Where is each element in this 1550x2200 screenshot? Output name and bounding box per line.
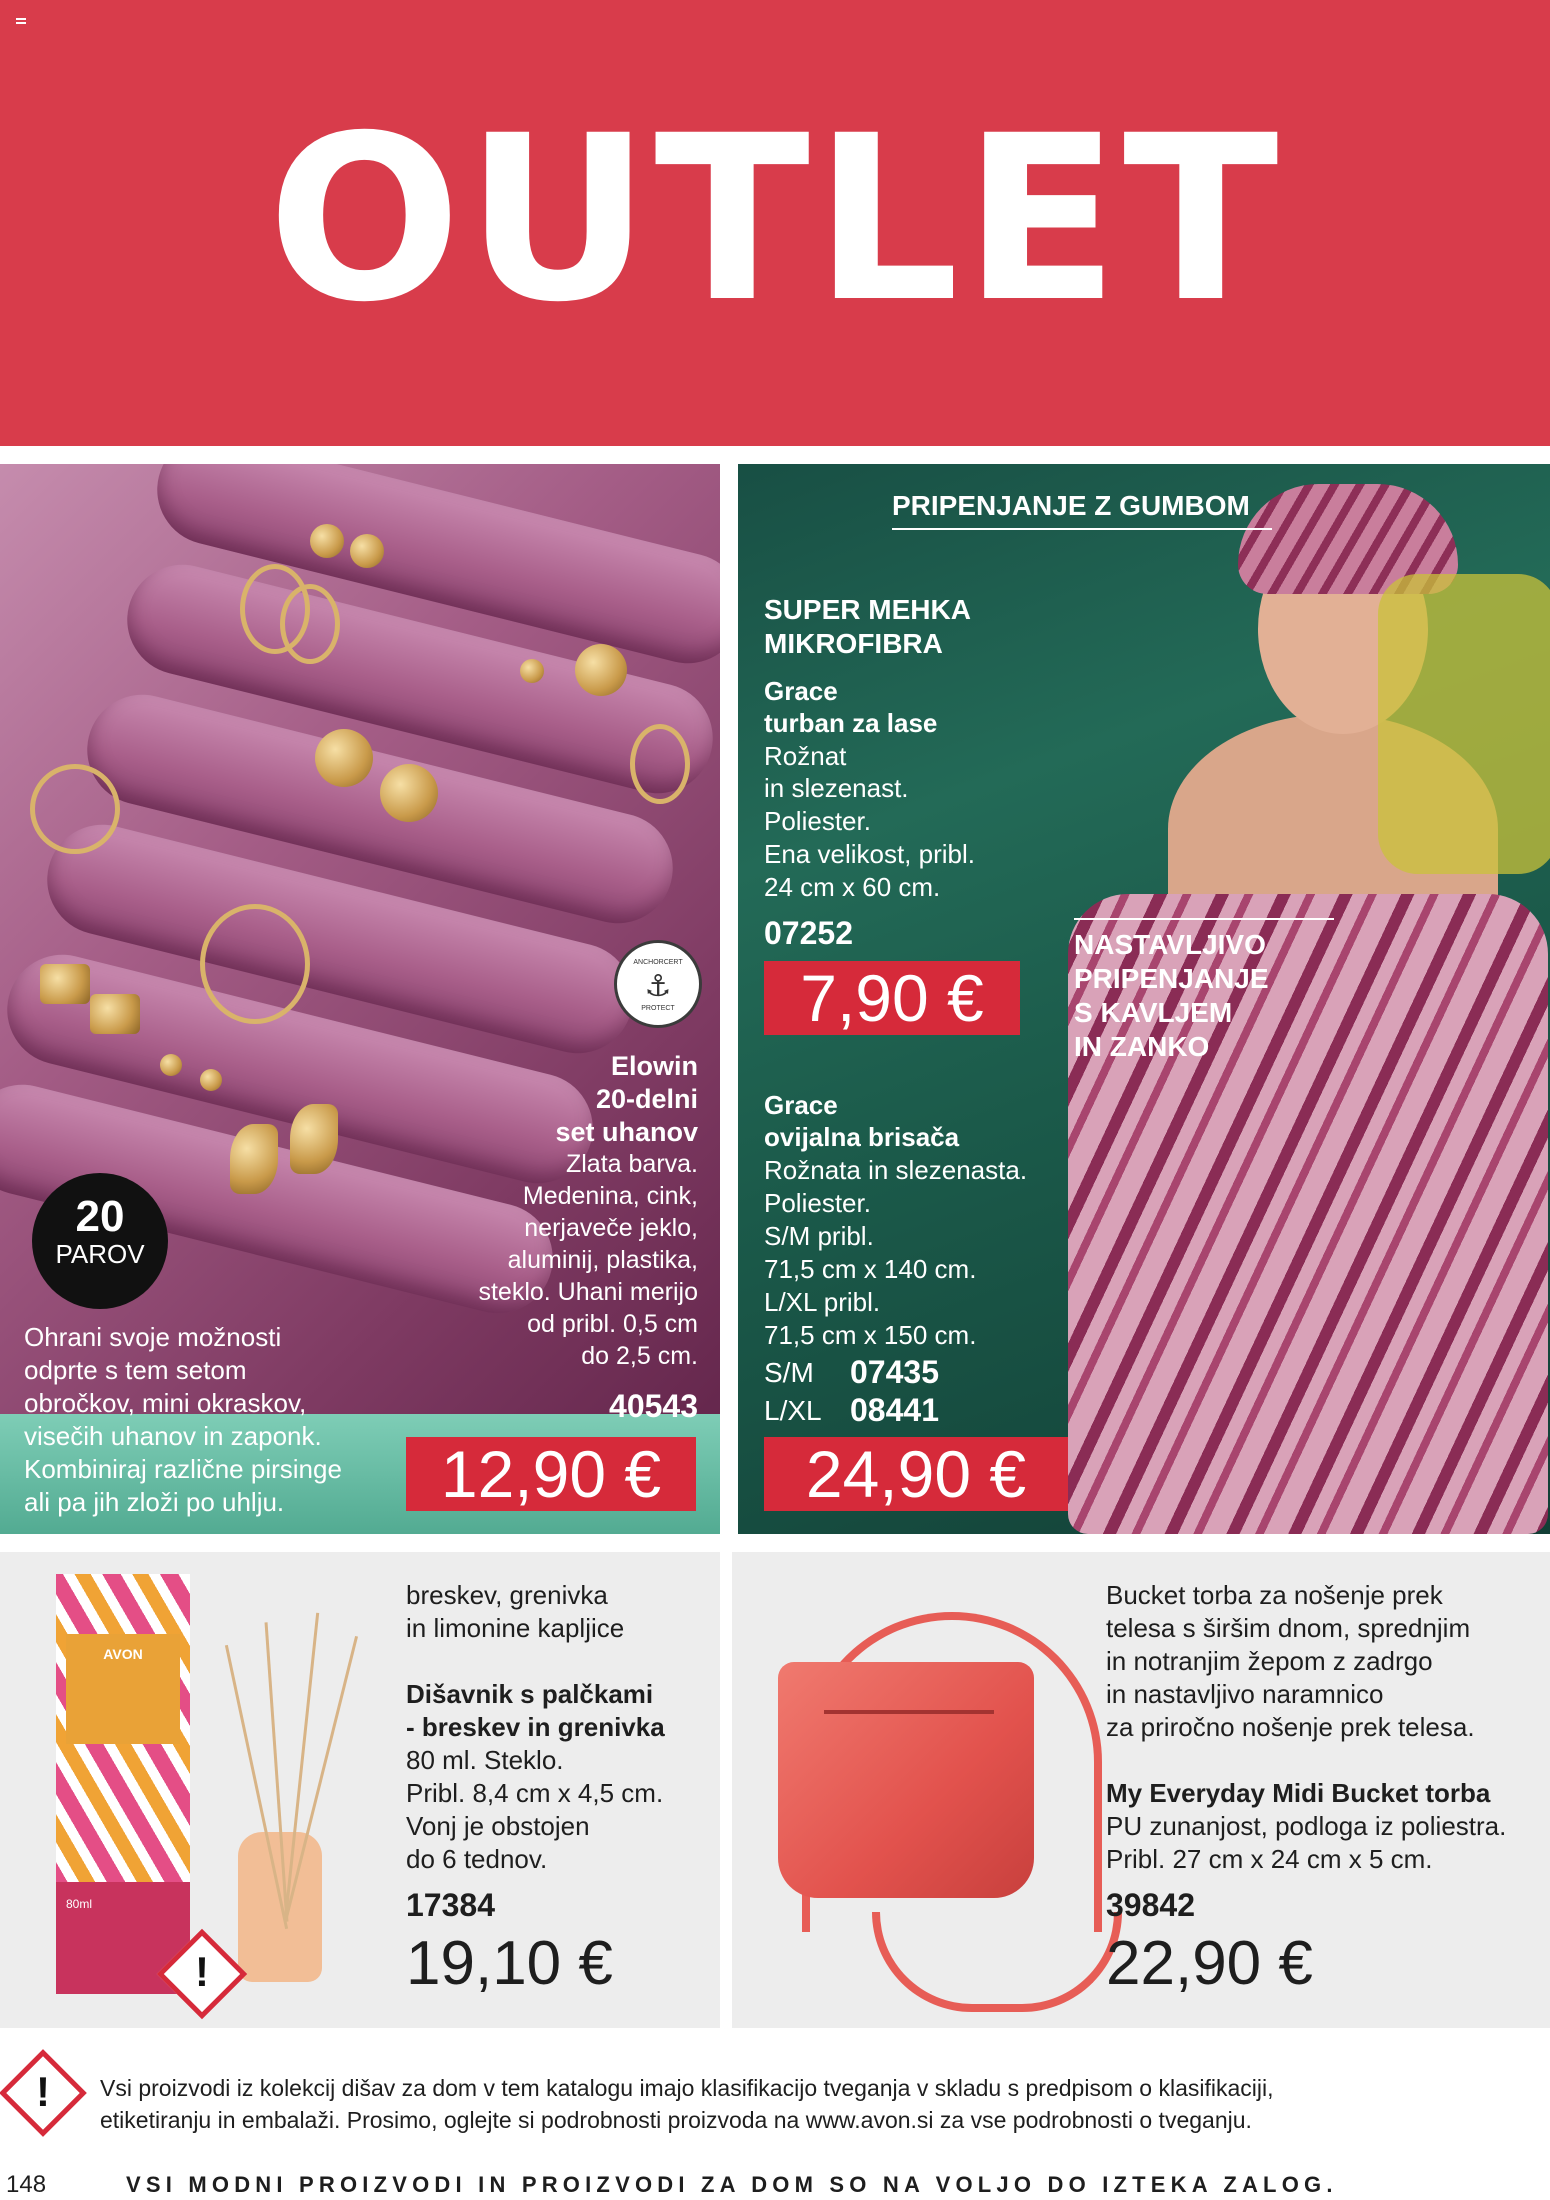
badge-text: PAROV: [55, 1239, 145, 1269]
bag-intro-0: Bucket torba za nošenje prek: [1106, 1580, 1443, 1610]
earrings-desc-4: steklo. Uhani merijo: [478, 1278, 698, 1306]
bag-price: 22,90 €: [1106, 1929, 1313, 1998]
earrings-desc-6: do 2,5 cm.: [581, 1342, 698, 1370]
bag-desc-1: Pribl. 27 cm x 24 cm x 5 cm.: [1106, 1844, 1433, 1874]
turban-price: 7,90 €: [764, 961, 1020, 1035]
earrings-desc-1: Medenina, cink,: [522, 1182, 698, 1210]
turban-name-2: turban za lase: [764, 708, 938, 738]
hazard-mark: !: [195, 1948, 209, 1995]
wrap-desc-1: Poliester.: [764, 1188, 871, 1218]
wrap-desc-5: 71,5 cm x 150 cm.: [764, 1320, 977, 1350]
mirror: [1378, 574, 1550, 874]
turban-desc-4: 24 cm x 60 cm.: [764, 872, 941, 902]
earrings-desc-5: od pribl. 0,5 cm: [527, 1310, 698, 1338]
wrap-name-1: Grace: [764, 1090, 838, 1120]
earrings-price: 12,90 €: [406, 1437, 696, 1511]
hoop-earring: [280, 584, 340, 664]
size-lxl-label: L/XL: [764, 1395, 822, 1426]
bag-intro-1: telesa s širšim dnom, sprednjim: [1106, 1613, 1471, 1643]
badge-number: 20: [75, 1192, 125, 1241]
diffuser-desc-2: Vonj je obstojen: [406, 1811, 590, 1841]
wrap-name-2: ovijalna brisača: [764, 1122, 960, 1152]
diffuser-name-2: - breskev in grenivka: [406, 1712, 665, 1742]
turban-desc-0: Rožnat: [764, 741, 847, 771]
bag-code: 39842: [1106, 1887, 1195, 1923]
availability-note: VSI MODNI PROIZVODI IN PROIZVODI ZA DOM SO NA VOLJO DO IZTEKA ZALOG.: [126, 2172, 1338, 2197]
earrings-desc-0: Zlata barva.: [565, 1150, 698, 1178]
stud-earring: [310, 524, 344, 558]
anchor-icon: ⚓: [644, 970, 672, 1003]
stud-earring: [200, 1069, 222, 1091]
stud-earring: [575, 644, 627, 696]
feature-underline: [892, 528, 1272, 530]
hoop-earring: [630, 724, 690, 804]
adjust-feature-1: PRIPENJANJE: [1074, 963, 1269, 994]
bag-intro-3: in nastavljivo naramnico: [1106, 1679, 1384, 1709]
earrings-desc-3: aluminij, plastika,: [507, 1246, 698, 1274]
anchorcert-badge: [614, 940, 702, 1028]
stud-earring: [520, 659, 544, 683]
anchor-badge-bottom-text: PROTECT: [641, 1005, 675, 1012]
earrings-promo-5: ali pa jih zloži po uhlju.: [24, 1487, 285, 1517]
triangle-earring: [40, 964, 90, 1004]
feature-button-closure: PRIPENJANJE Z GUMBOM: [892, 490, 1250, 521]
diffuser-intro-1: in limonine kapljice: [406, 1613, 625, 1643]
stud-earring: [315, 729, 373, 787]
warning-line-2: etiketiranju in embalaži. Prosimo, oglejte si podrobnosti proizvoda na www.avon.si za vse podrobnosti o tveganju.: [100, 2107, 1252, 2133]
wrap-desc-2: S/M pribl.: [764, 1221, 874, 1251]
diffuser-code: 17384: [406, 1887, 495, 1923]
diffuser-desc-3: do 6 tednov.: [406, 1844, 548, 1874]
wrap-desc-0: Rožnata in slezenasta.: [764, 1155, 1028, 1185]
size-sm-label: S/M: [764, 1357, 814, 1388]
diffuser-name-1: Dišavnik s palčkami: [406, 1679, 654, 1709]
hoop-earring: [30, 764, 120, 854]
feature-headline-1: SUPER MEHKA: [764, 594, 971, 625]
turban-desc-2: Poliester.: [764, 806, 871, 836]
bag-name: My Everyday Midi Bucket torba: [1106, 1778, 1491, 1808]
earrings-promo-1: odprte s tem setom: [24, 1355, 247, 1385]
triangle-earring: [90, 994, 140, 1034]
bag-desc-0: PU zunanjost, podloga iz poliestra.: [1106, 1811, 1507, 1841]
earrings-code: 40543: [609, 1388, 698, 1424]
turban-name-1: Grace: [764, 676, 838, 706]
turban-code: 07252: [764, 915, 853, 951]
diffuser-price: 19,10 €: [406, 1929, 613, 1998]
stud-earring: [350, 534, 384, 568]
bag-intro-4: za priročno nošenje prek telesa.: [1106, 1712, 1475, 1742]
footer-hazard-mark: !: [36, 2068, 50, 2115]
earrings-promo-4: Kombiniraj različne pirsinge: [24, 1454, 342, 1484]
hoop-earring: [200, 904, 310, 1024]
size-lxl-code: 08441: [850, 1392, 939, 1428]
page-title: OUTLET: [267, 86, 1283, 352]
leaf-earring: [230, 1124, 278, 1194]
bag-intro-2: in notranjim žepom z zadrgo: [1106, 1646, 1433, 1676]
bag-strap-lower: [872, 1912, 1122, 2012]
adjust-feature-0: NASTAVLJIVO: [1074, 929, 1266, 960]
turban-desc-3: Ena velikost, pribl.: [764, 839, 975, 869]
bag-body: [778, 1662, 1034, 1898]
earrings-promo-0: Ohrani svoje možnosti: [24, 1322, 282, 1352]
stud-earring: [160, 1054, 182, 1076]
earrings-desc-2: nerjaveče jeklo,: [524, 1214, 698, 1242]
size-sm-code: 07435: [850, 1354, 939, 1390]
bag-zipper: [824, 1710, 994, 1714]
diffuser-intro-0: breskev, grenivka: [406, 1580, 608, 1610]
page-number: 148: [6, 2171, 47, 2198]
diffuser-desc-1: Pribl. 8,4 cm x 4,5 cm.: [406, 1778, 664, 1808]
earrings-name-line2: 20-delni: [595, 1084, 698, 1114]
diffuser-box-brand: AVON: [103, 1646, 143, 1662]
diffuser-desc-0: 80 ml. Steklo.: [406, 1745, 564, 1775]
earrings-name-line1: Elowin: [611, 1051, 698, 1081]
earrings-promo-2: obročkov, mini okraskov,: [24, 1388, 307, 1418]
anchor-badge-top-text: ANCHORCERT: [633, 959, 683, 966]
adjust-feature-line: [1074, 918, 1334, 920]
menu-icon[interactable]: [16, 18, 28, 28]
turban-desc-1: in slezenast.: [764, 773, 909, 803]
earrings-promo-3: visečih uhanov in zaponk.: [24, 1421, 322, 1451]
wrap-desc-3: 71,5 cm x 140 cm.: [764, 1254, 977, 1284]
wrap-price: 24,90 €: [764, 1437, 1068, 1511]
twenty-pairs-badge: [32, 1173, 168, 1309]
leaf-earring: [290, 1104, 338, 1174]
stud-earring: [380, 764, 438, 822]
adjust-feature-2: S KAVLJEM: [1074, 997, 1233, 1028]
wrap-desc-4: L/XL pribl.: [764, 1287, 881, 1317]
adjust-feature-3: IN ZANKO: [1074, 1031, 1210, 1062]
warning-line-1: Vsi proizvodi iz kolekcij dišav za dom v tem katalogu imajo klasifikacijo tveganja v skladu s predpisom o klasifikaciji,: [100, 2075, 1274, 2101]
diffuser-box-volume: 80ml: [66, 1897, 93, 1911]
feature-headline-2: MIKROFIBRA: [764, 628, 943, 659]
earrings-name-line3: set uhanov: [555, 1117, 698, 1147]
